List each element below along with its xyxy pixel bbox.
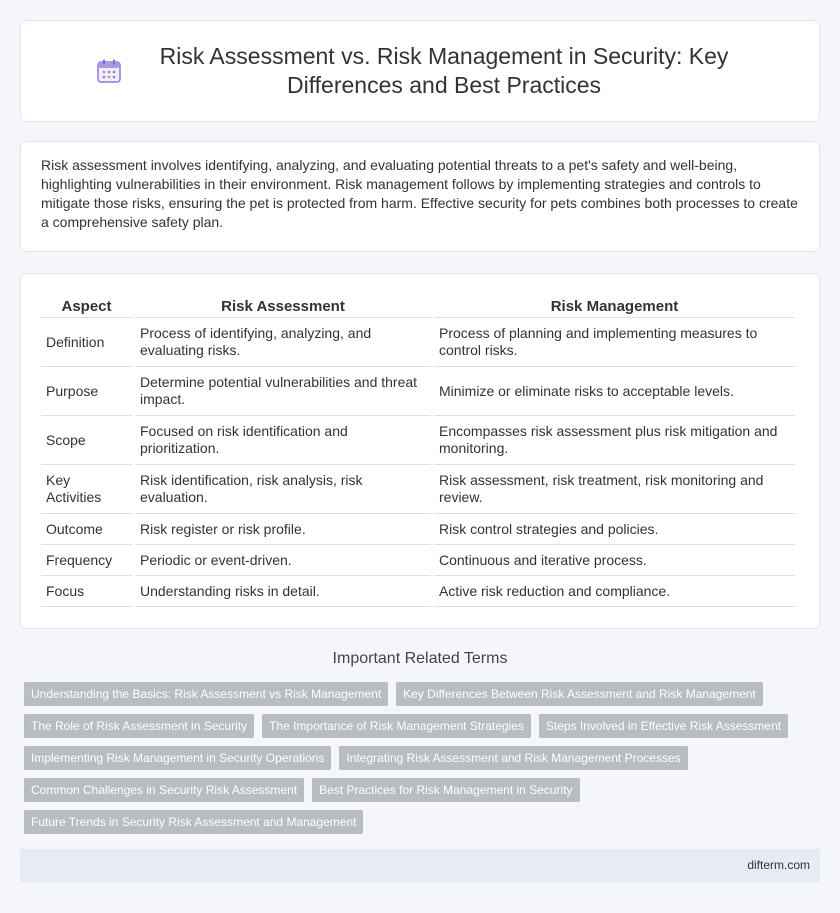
- footer-bar: [20, 849, 820, 882]
- footer-site-link[interactable]: difterm.com: [747, 858, 810, 872]
- table-cell-management: Process of planning and implementing measures to control risks.: [434, 318, 795, 367]
- table-cell-aspect: Frequency: [41, 545, 132, 576]
- column-header-risk-management: Risk Management: [434, 294, 795, 318]
- calendar-icon: [96, 58, 122, 84]
- table-row: [41, 465, 795, 514]
- table-row: [41, 416, 795, 465]
- table-row: [41, 545, 795, 576]
- related-term-tag[interactable]: Understanding the Basics: Risk Assessment vs Risk Management: [24, 682, 388, 706]
- table-cell-assessment: Understanding risks in detail.: [135, 576, 431, 607]
- table-cell-aspect: Outcome: [41, 514, 132, 545]
- related-terms-list: [24, 682, 804, 842]
- tag-row: [24, 810, 804, 834]
- page-title: Risk Assessment vs. Risk Management in Security: Key Differences and Best Practices: [159, 43, 729, 98]
- title-wrap: [56, 42, 784, 100]
- table-cell-aspect: Key Activities: [41, 465, 132, 514]
- table-cell-management: Continuous and iterative process.: [434, 545, 795, 576]
- table-cell-management: Risk assessment, risk treatment, risk monitoring and review.: [434, 465, 795, 514]
- column-header-aspect: Aspect: [41, 294, 132, 318]
- table-cell-assessment: Periodic or event-driven.: [135, 545, 431, 576]
- related-term-tag[interactable]: Future Trends in Security Risk Assessment and Management: [24, 810, 363, 834]
- related-term-tag[interactable]: The Role of Risk Assessment in Security: [24, 714, 254, 738]
- table-cell-aspect: Purpose: [41, 367, 132, 416]
- table-cell-management: Active risk reduction and compliance.: [434, 576, 795, 607]
- table-row: [41, 514, 795, 545]
- column-header-risk-assessment: Risk Assessment: [135, 294, 431, 318]
- related-terms-heading: Important Related Terms: [332, 650, 508, 667]
- related-term-tag[interactable]: Key Differences Between Risk Assessment and Risk Management: [396, 682, 763, 706]
- table-cell-management: Minimize or eliminate risks to acceptable levels.: [434, 367, 795, 416]
- tag-row: [24, 746, 804, 770]
- related-term-tag[interactable]: Integrating Risk Assessment and Risk Management Processes: [339, 746, 687, 770]
- tag-row: [24, 714, 804, 738]
- table-cell-aspect: Scope: [41, 416, 132, 465]
- table-cell-management: Risk control strategies and policies.: [434, 514, 795, 545]
- related-term-tag[interactable]: Steps Involved in Effective Risk Assessment: [539, 714, 788, 738]
- table-cell-assessment: Process of identifying, analyzing, and evaluating risks.: [135, 318, 431, 367]
- table-row: [41, 576, 795, 607]
- table-cell-assessment: Focused on risk identification and prioritization.: [135, 416, 431, 465]
- related-term-tag[interactable]: The Importance of Risk Management Strategies: [262, 714, 531, 738]
- table-cell-assessment: Risk register or risk profile.: [135, 514, 431, 545]
- related-term-tag[interactable]: Common Challenges in Security Risk Assessment: [24, 778, 304, 802]
- tag-row: [24, 778, 804, 802]
- related-term-tag[interactable]: Implementing Risk Management in Security Operations: [24, 746, 331, 770]
- comparison-table: [38, 294, 798, 607]
- intro-paragraph: Risk assessment involves identifying, analyzing, and evaluating potential threats to a pet's safety and well-being, highlighting vulnerabilities in their environment. Risk management follows by implementing strategies and controls to mitigate those risks, ensuring the pet is protected from harm. Effective security for pets combines both processes to create a comprehensive safety plan.: [41, 157, 798, 230]
- intro-card: [20, 141, 820, 252]
- table-cell-assessment: Risk identification, risk analysis, risk evaluation.: [135, 465, 431, 514]
- table-cell-aspect: Focus: [41, 576, 132, 607]
- table-cell-aspect: Definition: [41, 318, 132, 367]
- table-cell-assessment: Determine potential vulnerabilities and threat impact.: [135, 367, 431, 416]
- table-row: [41, 318, 795, 367]
- table-row: [41, 367, 795, 416]
- related-term-tag[interactable]: Best Practices for Risk Management in Security: [312, 778, 579, 802]
- comparison-table-card: [20, 273, 820, 629]
- table-cell-management: Encompasses risk assessment plus risk mitigation and monitoring.: [434, 416, 795, 465]
- table-header-row: [41, 294, 795, 318]
- header-card: [20, 20, 820, 122]
- tag-row: [24, 682, 804, 706]
